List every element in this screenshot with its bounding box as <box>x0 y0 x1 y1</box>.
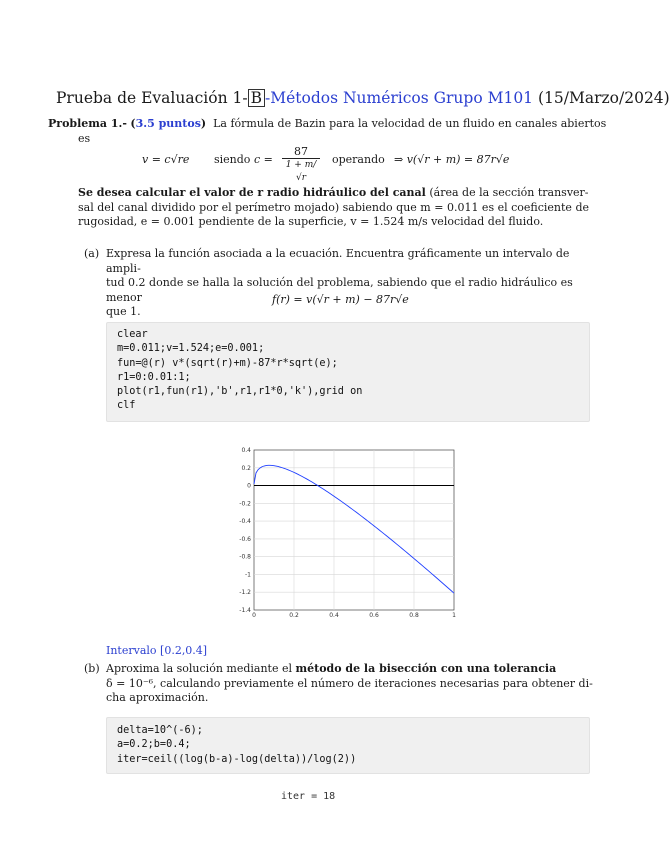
part-b-bold: método de la bisección con una tolerancia <box>295 662 557 675</box>
y-tick-label: -0.4 <box>239 518 251 526</box>
title-prefix: Prueba de Evaluación 1- <box>56 89 248 107</box>
answer-interval: Intervalo [0.2,0.4] <box>106 644 208 657</box>
part-a-line-1: Expresa la función asociada a la ecuación. Encuentra gráficamente un intervalo de ampli- <box>106 247 570 275</box>
goal-rest: (área de la sección transver- <box>425 186 589 199</box>
x-tick-label: 0.4 <box>329 612 339 619</box>
problem-points: 3.5 puntos <box>135 117 201 130</box>
part-b-label: (b) <box>84 662 100 675</box>
x-tick-label: 0.2 <box>289 612 299 619</box>
exam-date: (15/Marzo/2024) <box>537 89 670 107</box>
problem-label: Problema 1.- <box>48 117 127 130</box>
part-a-text <box>106 247 598 320</box>
x-tick-label: 1 <box>452 612 456 619</box>
part-b-line-1: Aproxima la solución mediante el <box>106 662 296 675</box>
code-line: plot(r1,fun(r1),'b',r1,r1*0,'k'),grid on <box>117 386 363 398</box>
part-a-line-2: tud 0.2 donde se halla la solución del problema, sabiendo que el radio hidráulico es menor <box>106 276 573 304</box>
goal-bold: Se desea calcular el valor de r radio hidráulico del canal <box>78 186 426 199</box>
part-b-line-3: cha aproximación. <box>106 691 209 704</box>
code-block-b <box>106 717 590 774</box>
title-dash: - <box>264 89 271 107</box>
y-tick-label: 0.4 <box>241 447 251 454</box>
code-line: fun=@(r) v*(sqrt(r)+m)-87*r*sqrt(e); <box>117 357 338 369</box>
iteration-output: iter = 18 <box>281 791 336 802</box>
problem-intro: La fórmula de Bazin para la velocidad de un fluido en canales abiertos <box>213 117 607 130</box>
part-a-line-3: que 1. <box>106 305 141 318</box>
code-line: r1=0:0.01:1; <box>117 371 191 383</box>
problem-statement: Problema 1.- (3.5 puntos) La fórmula de Bazin para la velocidad de un fluido en canales abiertos <box>48 117 607 130</box>
y-tick-label: -1.2 <box>239 589 251 597</box>
eq-operando: operando <box>332 153 385 166</box>
part-b-line-2: δ = 10⁻⁶, calculando previamente el número de iteraciones necesarias para obtener di- <box>106 676 593 690</box>
part-a-label: (a) <box>84 247 100 260</box>
goal-paragraph <box>78 186 598 230</box>
bazin-equation <box>142 145 542 183</box>
part-a-formula: f(r) = v(√r + m) − 87r√e <box>272 293 409 306</box>
code-line: a=0.2;b=0.4; <box>117 739 191 751</box>
goal-line-3: rugosidad, e = 0.001 pendiente de la superficie, v = 1.524 m/s velocidad del fluido. <box>78 215 544 228</box>
problem-intro-2: es <box>78 132 91 145</box>
eq-result: ⇒ v(√r + m) = 87r√e <box>394 153 510 166</box>
page-title <box>56 89 670 107</box>
code-line: clf <box>117 400 136 412</box>
y-tick-label: -1.4 <box>239 607 251 614</box>
y-tick-label: 0 <box>247 482 251 490</box>
x-tick-label: 0 <box>252 612 256 619</box>
eq-den: 1 + m/√r <box>285 160 317 183</box>
eq-left: v = c√re <box>142 153 190 166</box>
eq-siendo: siendo <box>214 153 251 166</box>
eq-fraction <box>282 145 320 185</box>
y-tick-label: -0.6 <box>239 535 251 543</box>
code-block-a <box>106 322 590 422</box>
x-tick-label: 0.8 <box>409 612 419 619</box>
code-line: clear <box>117 329 148 340</box>
course-name: Métodos Numéricos Grupo M101 <box>270 89 534 107</box>
eq-num: 87 <box>282 145 320 159</box>
function-plot <box>232 442 462 622</box>
code-line: delta=10^(-6); <box>117 725 203 736</box>
goal-line-2: sal del canal dividido por el perímetro mojado) sabiendo que m = 0.011 es el coeficiente de <box>78 200 589 214</box>
x-tick-label: 0.6 <box>369 612 379 619</box>
code-line: iter=ceil((log(b-a)-log(delta))/log(2)) <box>117 753 357 765</box>
plot-frame <box>254 450 454 610</box>
part-b-text <box>106 662 598 706</box>
variant-box: B <box>248 89 265 107</box>
y-tick-label: -1 <box>245 571 251 579</box>
y-tick-label: 0.2 <box>241 464 251 472</box>
eq-c: c = <box>254 153 273 166</box>
y-tick-label: -0.2 <box>239 500 251 508</box>
y-tick-label: -0.8 <box>239 553 251 561</box>
code-line: m=0.011;v=1.524;e=0.001; <box>117 343 265 355</box>
